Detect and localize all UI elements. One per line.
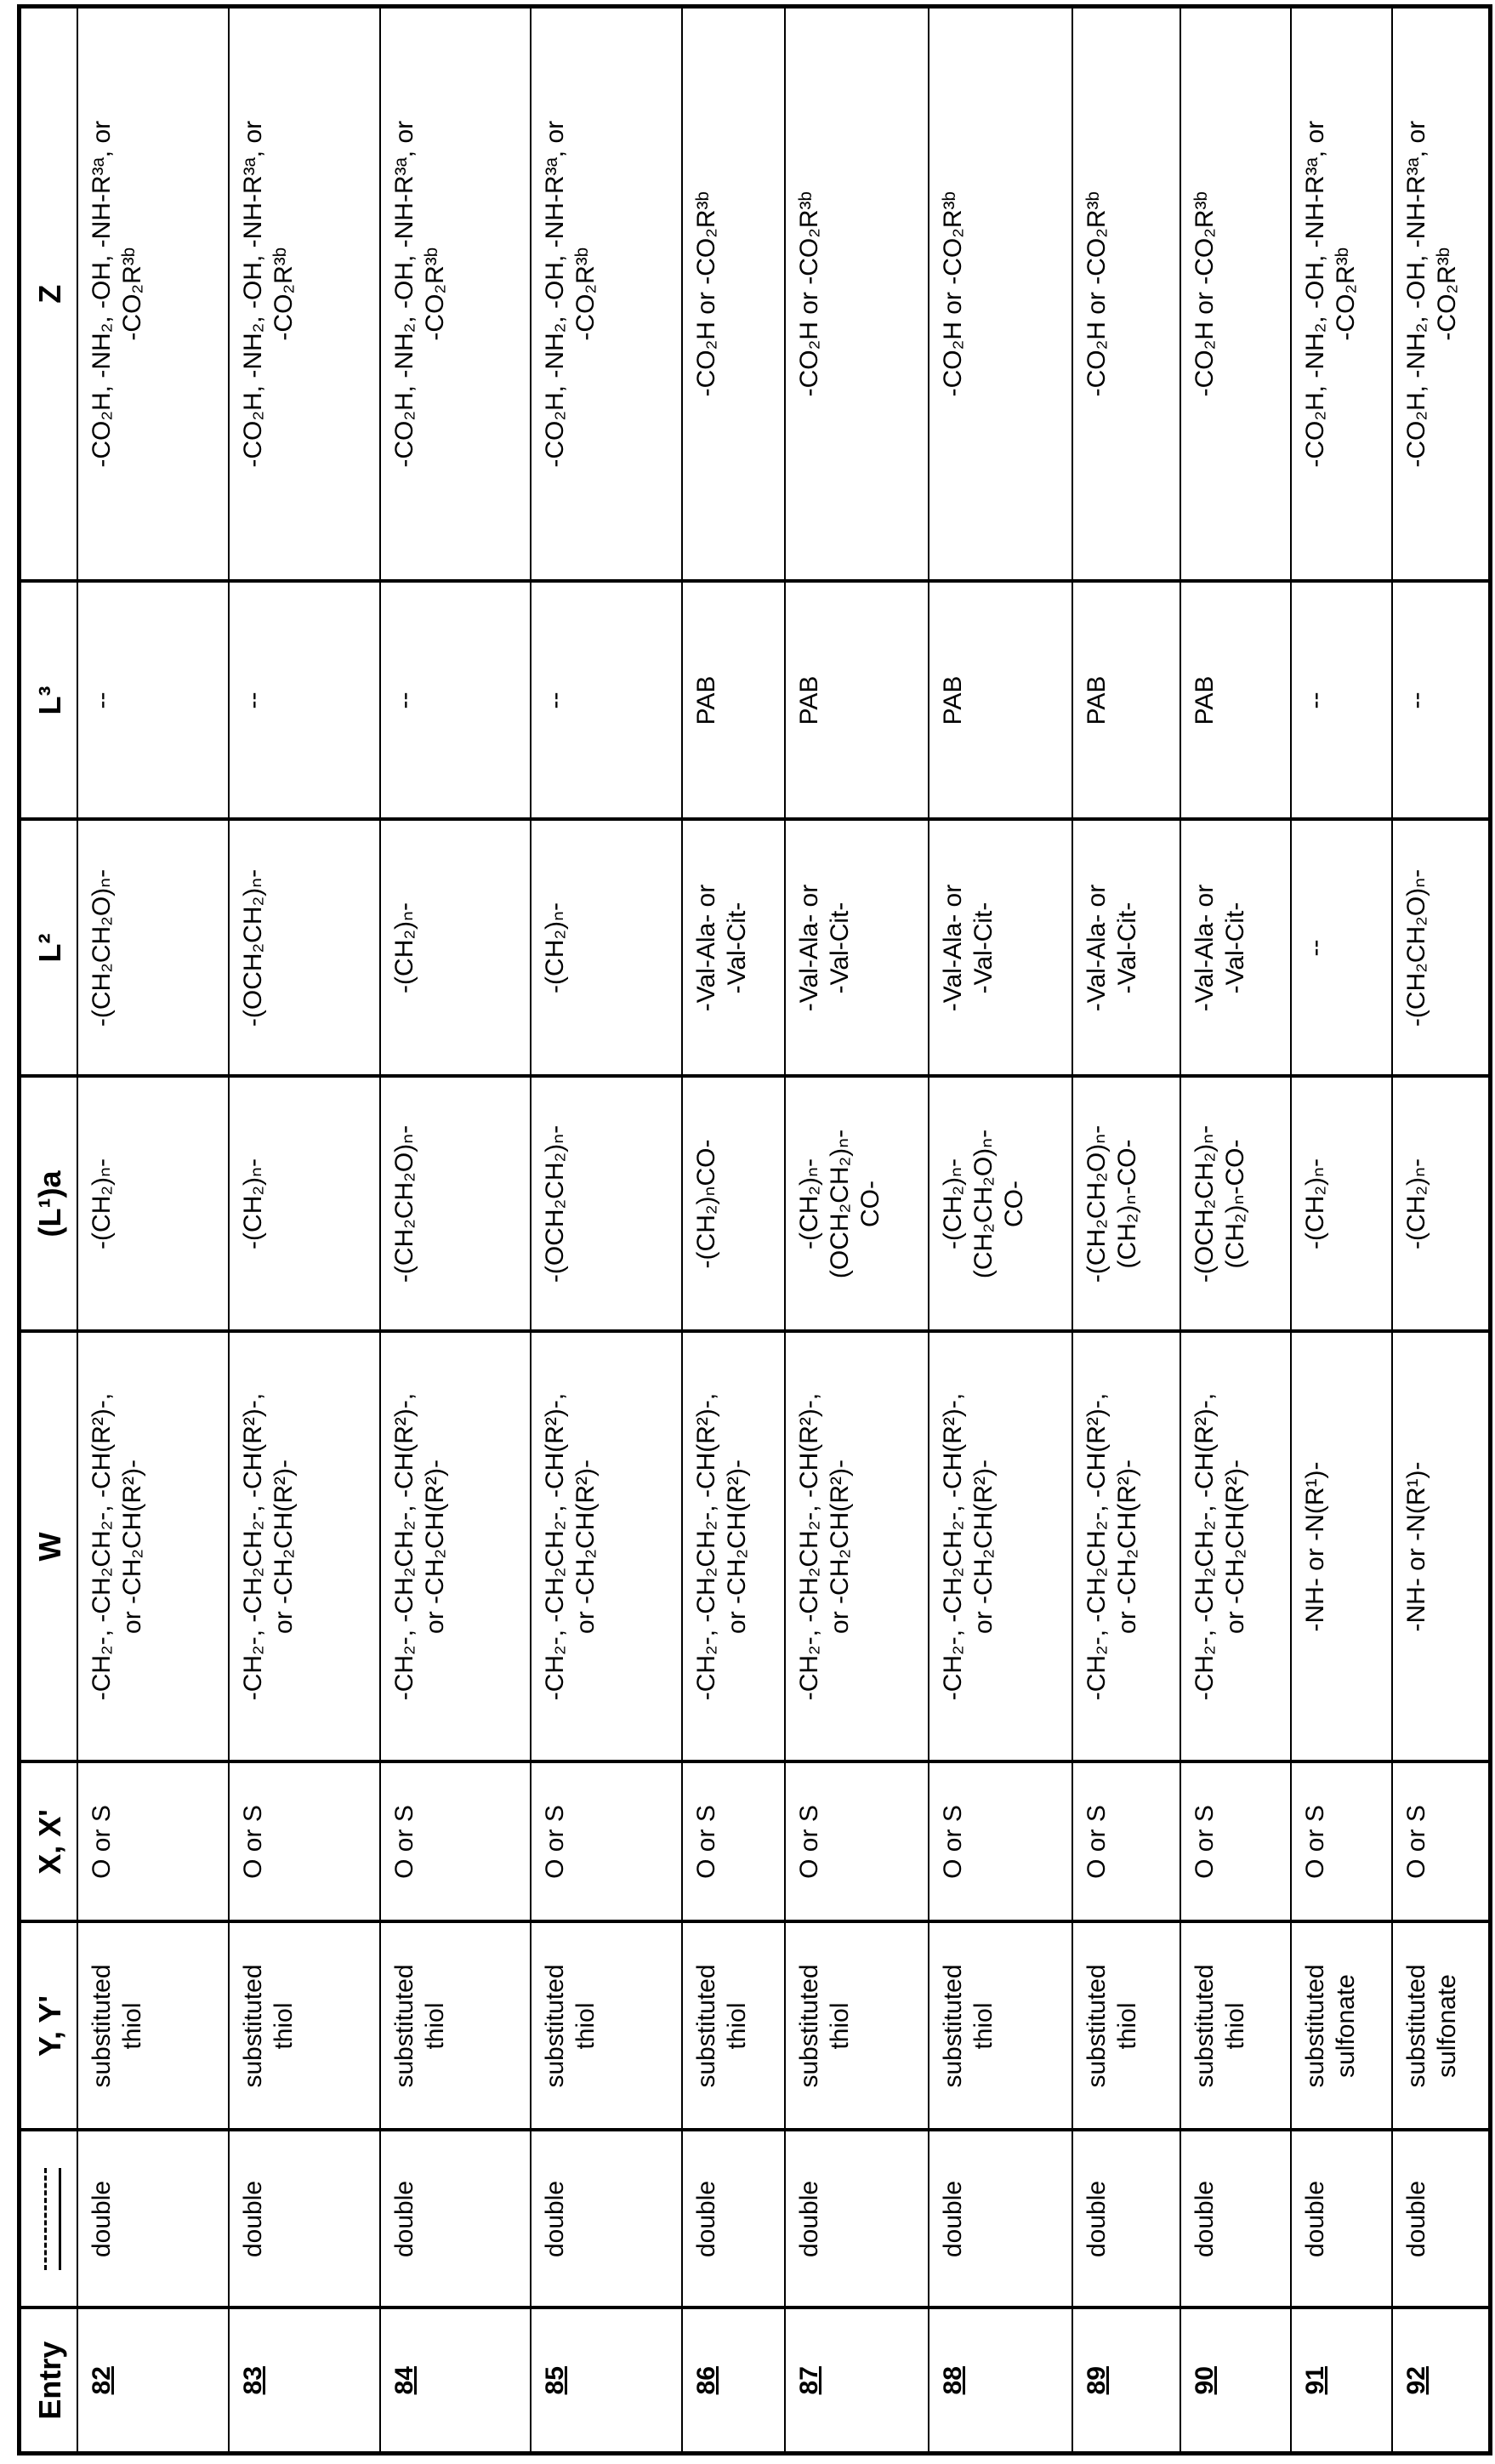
cell-z: -CO₂H or -CO₂R³ᵇ — [785, 7, 929, 582]
cell-z: -CO₂H or -CO₂R³ᵇ — [682, 7, 785, 582]
cell-entry — [1392, 2308, 1491, 2454]
cell-entry — [229, 2308, 380, 2454]
cell-y: substituted thiol — [1180, 1922, 1291, 2131]
cell-w: -CH₂-, -CH₂CH₂-, -CH(R²)-, or -CH₂CH(R²)- — [929, 1332, 1072, 1762]
table-row — [77, 7, 229, 2454]
cell-x: O or S — [1392, 1762, 1491, 1922]
cell-bond: double — [1392, 2131, 1491, 2308]
table-body — [77, 7, 1491, 2454]
cell-l1a: -(OCH₂CH₂)ₙ- (CH₂)ₙ-CO- — [1180, 1077, 1291, 1332]
cell-bond: double — [229, 2131, 380, 2308]
compound-table — [17, 4, 1492, 2455]
table-row — [1291, 7, 1392, 2454]
cell-l2: -- — [1291, 820, 1392, 1077]
cell-w: -CH₂-, -CH₂CH₂-, -CH(R²)-, or -CH₂CH(R²)- — [531, 1332, 682, 1762]
entry-number: 87 — [795, 2366, 823, 2394]
cell-l3: -- — [1291, 582, 1392, 820]
cell-l2: -(OCH₂CH₂)ₙ- — [229, 820, 380, 1077]
cell-x: O or S — [531, 1762, 682, 1922]
cell-l3: -- — [1392, 582, 1491, 820]
cell-bond: double — [1072, 2131, 1180, 2308]
cell-l3: PAB — [682, 582, 785, 820]
cell-l3: PAB — [1072, 582, 1180, 820]
cell-l2: -(CH₂CH₂O)ₙ- — [77, 820, 229, 1077]
cell-l2: -Val-Ala- or -Val-Cit- — [1072, 820, 1180, 1077]
cell-y: substituted sulfonate — [1291, 1922, 1392, 2131]
table-row — [531, 7, 682, 2454]
cell-w: -CH₂-, -CH₂CH₂-, -CH(R²)-, or -CH₂CH(R²)- — [1180, 1332, 1291, 1762]
cell-bond: double — [1291, 2131, 1392, 2308]
entry-number: 90 — [1191, 2366, 1219, 2394]
entry-number: 82 — [88, 2366, 116, 2394]
cell-z: -CO₂H, -NH₂, -OH, -NH-R³ᵃ, or -CO₂R³ᵇ — [229, 7, 380, 582]
table-row — [929, 7, 1072, 2454]
table-row — [1392, 7, 1491, 2454]
cell-w: -CH₂-, -CH₂CH₂-, -CH(R²)-, or -CH₂CH(R²)- — [1072, 1332, 1180, 1762]
cell-l1a: -(CH₂)ₙ- — [229, 1077, 380, 1332]
entry-number: 83 — [239, 2366, 267, 2394]
cell-l3: -- — [77, 582, 229, 820]
cell-entry — [1180, 2308, 1291, 2454]
entry-number: 91 — [1301, 2366, 1329, 2394]
cell-bond: double — [785, 2131, 929, 2308]
cell-y: substituted thiol — [380, 1922, 531, 2131]
header-bond — [20, 2131, 77, 2308]
cell-w: -NH- or -N(R¹)- — [1392, 1332, 1491, 1762]
cell-l3: PAB — [785, 582, 929, 820]
cell-w: -CH₂-, -CH₂CH₂-, -CH(R²)-, or -CH₂CH(R²)- — [229, 1332, 380, 1762]
cell-l1a: -(CH₂)ₙ- — [1291, 1077, 1392, 1332]
cell-bond: double — [380, 2131, 531, 2308]
cell-l1a: -(CH₂CH₂O)ₙ- (CH₂)ₙ-CO- — [1072, 1077, 1180, 1332]
cell-w: -CH₂-, -CH₂CH₂-, -CH(R²)-, or -CH₂CH(R²)- — [77, 1332, 229, 1762]
cell-l2: -Val-Ala- or -Val-Cit- — [1180, 820, 1291, 1077]
cell-l1a: -(CH₂CH₂O)ₙ- — [380, 1077, 531, 1332]
cell-entry — [1072, 2308, 1180, 2454]
cell-y: substituted thiol — [929, 1922, 1072, 2131]
cell-bond: double — [77, 2131, 229, 2308]
header-l3: L³ — [20, 582, 77, 820]
cell-x: O or S — [380, 1762, 531, 1922]
cell-x: O or S — [1291, 1762, 1392, 1922]
header-x: X, X' — [20, 1762, 77, 1922]
cell-z: -CO₂H, -NH₂, -OH, -NH-R³ᵃ, or -CO₂R³ᵇ — [380, 7, 531, 582]
cell-y: substituted thiol — [229, 1922, 380, 2131]
cell-l2: -(CH₂)ₙ- — [531, 820, 682, 1077]
header-l1a: (L¹)a — [20, 1077, 77, 1332]
cell-z: -CO₂H or -CO₂R³ᵇ — [929, 7, 1072, 582]
cell-l1a: -(OCH₂CH₂)ₙ- — [531, 1077, 682, 1332]
cell-x: O or S — [1072, 1762, 1180, 1922]
entry-number: 88 — [939, 2366, 967, 2394]
cell-bond: double — [682, 2131, 785, 2308]
cell-l1a: -(CH₂)ₙ- — [1392, 1077, 1491, 1332]
cell-bond: double — [929, 2131, 1072, 2308]
cell-entry — [929, 2308, 1072, 2454]
cell-l2: -Val-Ala- or -Val-Cit- — [929, 820, 1072, 1077]
cell-entry — [1291, 2308, 1392, 2454]
cell-w: -CH₂-, -CH₂CH₂-, -CH(R²)-, or -CH₂CH(R²)- — [785, 1332, 929, 1762]
cell-l1a: -(CH₂)ₙCO- — [682, 1077, 785, 1332]
cell-l2: -Val-Ala- or -Val-Cit- — [682, 820, 785, 1077]
header-y: Y, Y' — [20, 1922, 77, 2131]
cell-entry — [531, 2308, 682, 2454]
table-row — [785, 7, 929, 2454]
header-row — [20, 7, 77, 2454]
cell-x: O or S — [229, 1762, 380, 1922]
cell-y: substituted thiol — [1072, 1922, 1180, 2131]
cell-l3: -- — [229, 582, 380, 820]
cell-y: substituted thiol — [531, 1922, 682, 2131]
cell-x: O or S — [785, 1762, 929, 1922]
cell-z: -CO₂H or -CO₂R³ᵇ — [1180, 7, 1291, 582]
cell-z: -CO₂H, -NH₂, -OH, -NH-R³ᵃ, or -CO₂R³ᵇ — [1291, 7, 1392, 582]
cell-l2: -Val-Ala- or -Val-Cit- — [785, 820, 929, 1077]
entry-number: 85 — [541, 2366, 569, 2394]
cell-y: substituted thiol — [682, 1922, 785, 2131]
cell-z: -CO₂H, -NH₂, -OH, -NH-R³ᵃ, or -CO₂R³ᵇ — [531, 7, 682, 582]
cell-y: substituted sulfonate — [1392, 1922, 1491, 2131]
cell-l1a: -(CH₂)ₙ- — [77, 1077, 229, 1332]
cell-l1a: -(CH₂)ₙ- (OCH₂CH₂)ₙ- CO- — [785, 1077, 929, 1332]
cell-x: O or S — [682, 1762, 785, 1922]
cell-bond: double — [1180, 2131, 1291, 2308]
header-z: Z — [20, 7, 77, 582]
cell-x: O or S — [77, 1762, 229, 1922]
cell-entry — [380, 2308, 531, 2454]
cell-bond: double — [531, 2131, 682, 2308]
cell-y: substituted thiol — [77, 1922, 229, 2131]
header-l2: L² — [20, 820, 77, 1077]
cell-y: substituted thiol — [785, 1922, 929, 2131]
cell-entry — [77, 2308, 229, 2454]
table-row — [1072, 7, 1180, 2454]
cell-z: -CO₂H or -CO₂R³ᵇ — [1072, 7, 1180, 582]
cell-x: O or S — [929, 1762, 1072, 1922]
table-row — [229, 7, 380, 2454]
cell-w: -CH₂-, -CH₂CH₂-, -CH(R²)-, or -CH₂CH(R²)- — [682, 1332, 785, 1762]
table-row — [682, 7, 785, 2454]
cell-l1a: -(CH₂)ₙ- (CH₂CH₂O)ₙ- CO- — [929, 1077, 1072, 1332]
cell-entry — [785, 2308, 929, 2454]
cell-l3: -- — [531, 582, 682, 820]
cell-w: -CH₂-, -CH₂CH₂-, -CH(R²)-, or -CH₂CH(R²)- — [380, 1332, 531, 1762]
header-entry: Entry — [20, 2308, 77, 2454]
table-row — [1180, 7, 1291, 2454]
dashed-double-bond-icon — [44, 2168, 61, 2270]
entry-number: 84 — [390, 2366, 418, 2394]
cell-z: -CO₂H, -NH₂, -OH, -NH-R³ᵃ, or -CO₂R³ᵇ — [77, 7, 229, 582]
entry-number: 86 — [692, 2366, 720, 2394]
cell-x: O or S — [1180, 1762, 1291, 1922]
entry-number: 89 — [1083, 2366, 1111, 2394]
header-w: W — [20, 1332, 77, 1762]
cell-entry — [682, 2308, 785, 2454]
cell-l3: PAB — [1180, 582, 1291, 820]
cell-z: -CO₂H, -NH₂, -OH, -NH-R³ᵃ, or -CO₂R³ᵇ — [1392, 7, 1491, 582]
cell-l3: -- — [380, 582, 531, 820]
cell-l2: -(CH₂CH₂O)ₙ- — [1392, 820, 1491, 1077]
table-row — [380, 7, 531, 2454]
cell-l3: PAB — [929, 582, 1072, 820]
rotated-table-wrapper — [17, 9, 1488, 2455]
cell-l2: -(CH₂)ₙ- — [380, 820, 531, 1077]
cell-w: -NH- or -N(R¹)- — [1291, 1332, 1392, 1762]
entry-number: 92 — [1402, 2366, 1430, 2394]
